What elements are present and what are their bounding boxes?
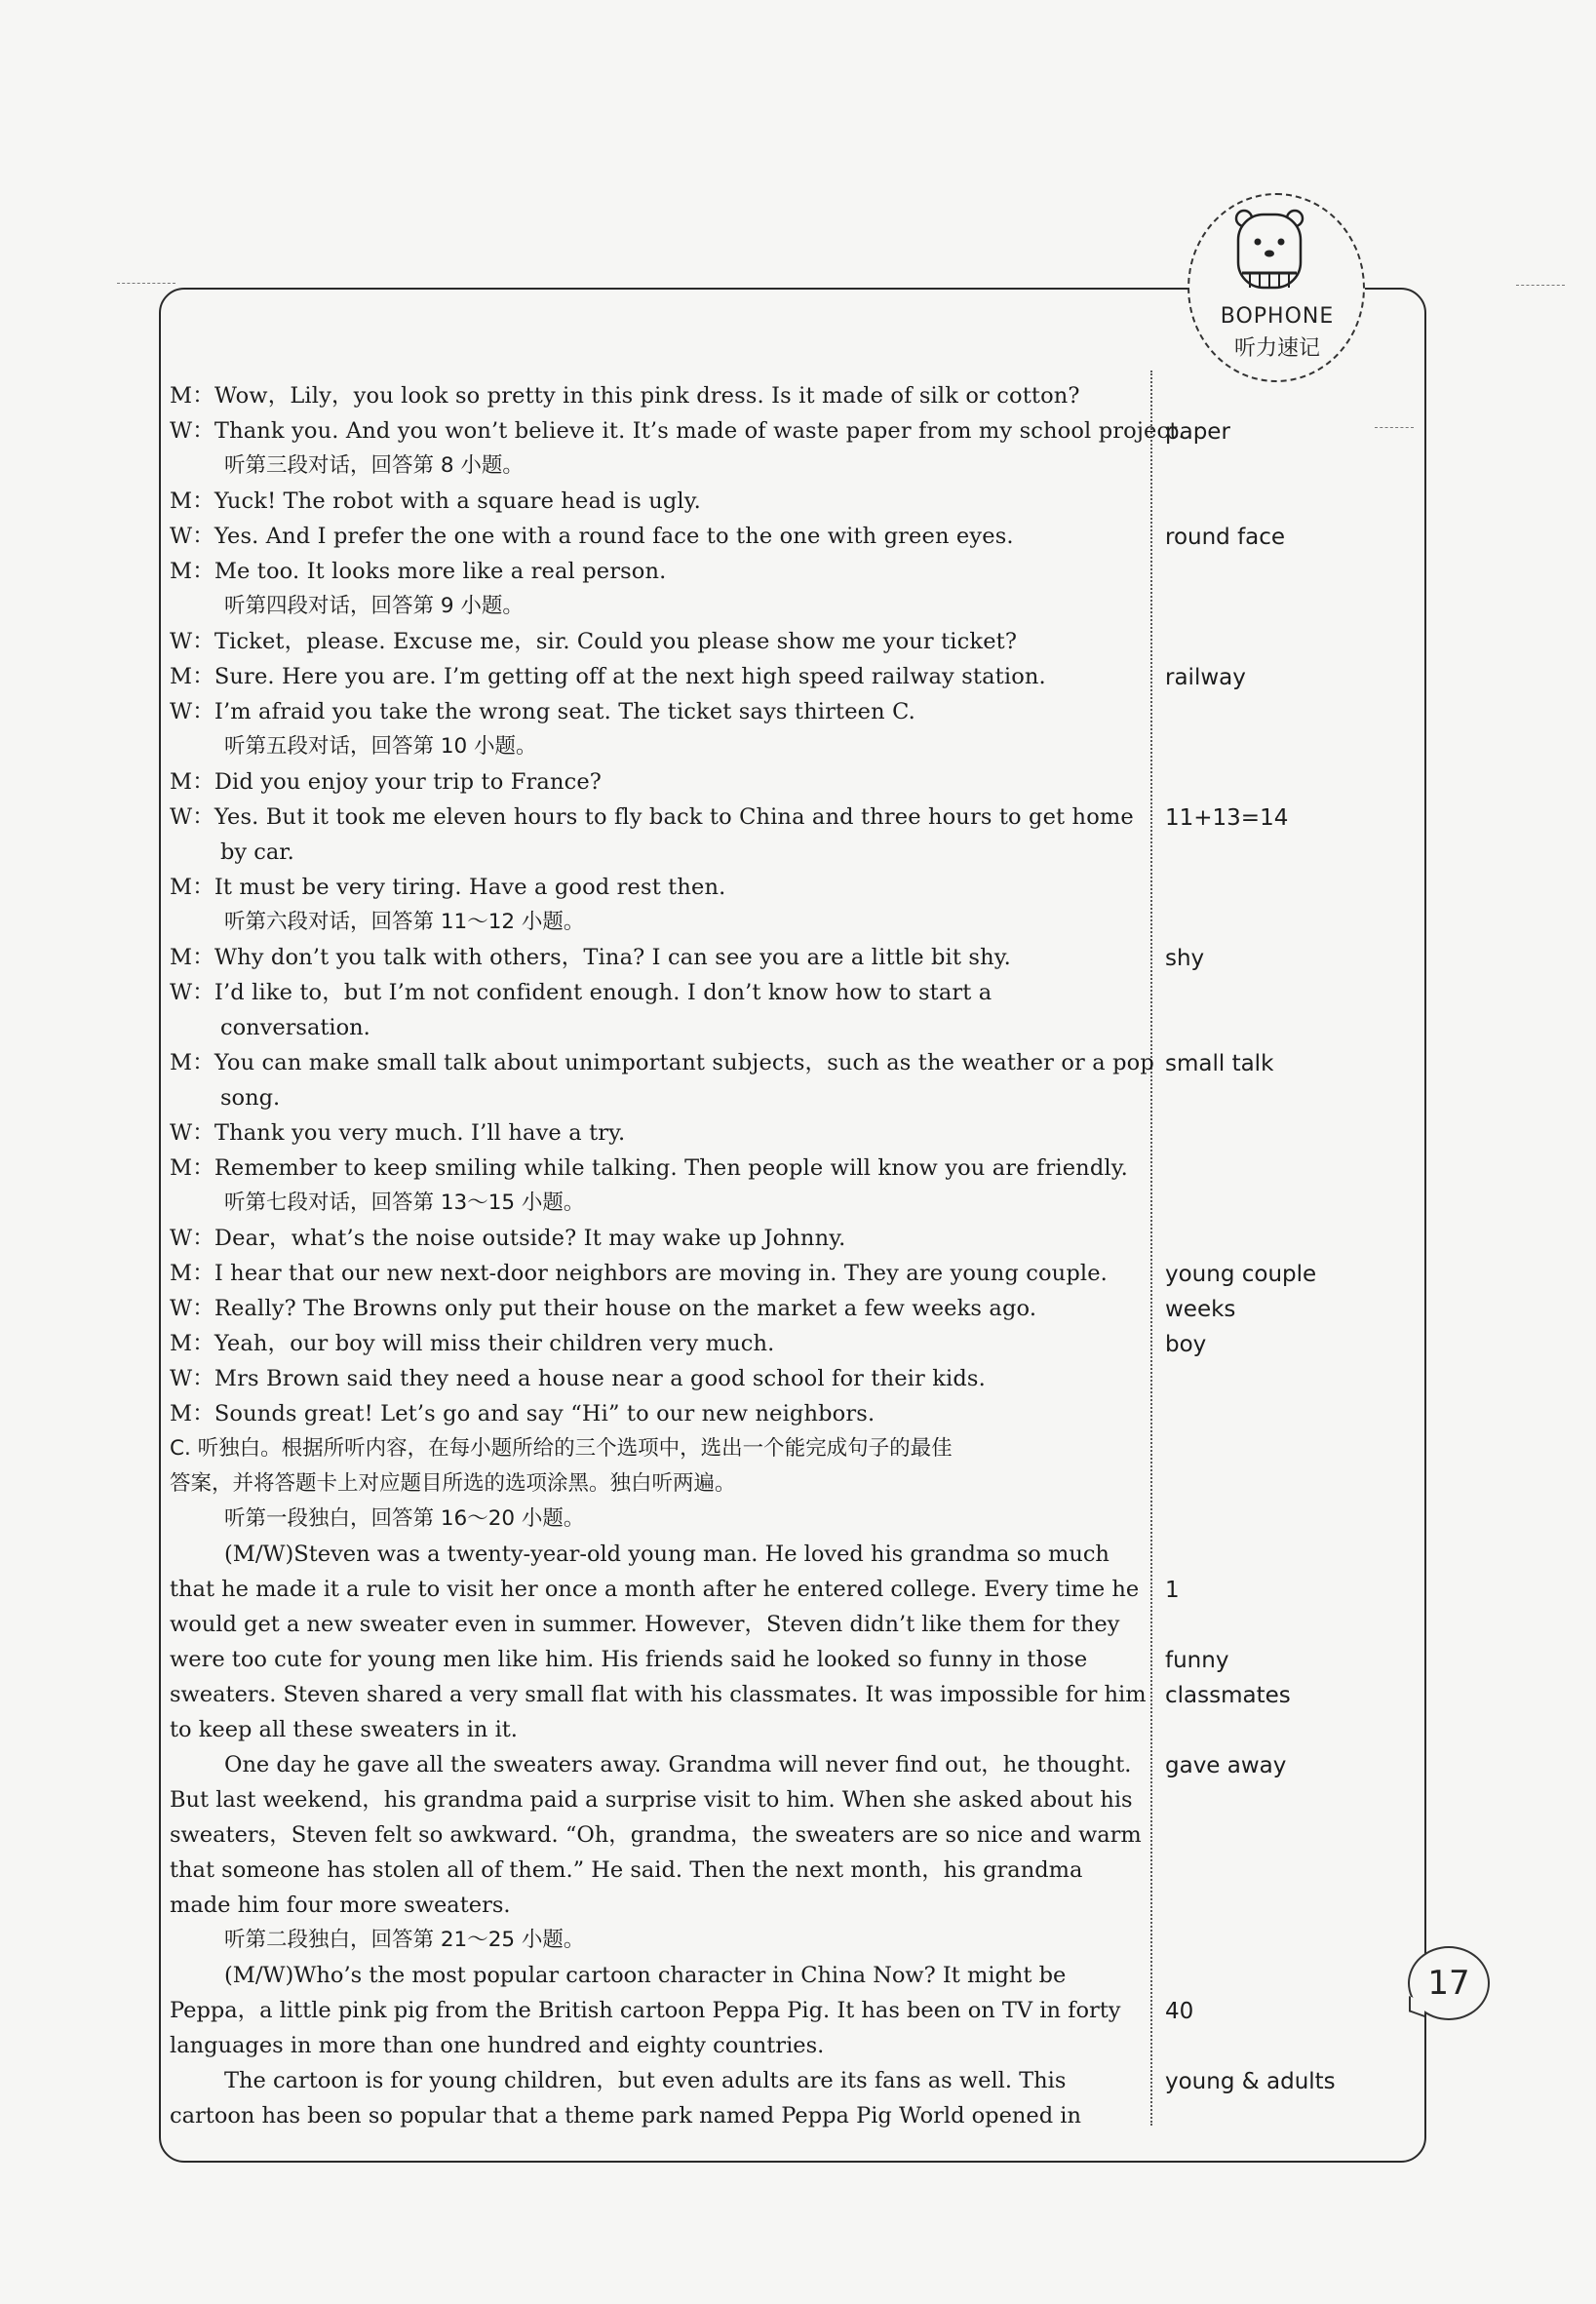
transcript-line: by car. xyxy=(220,840,294,865)
transcript-line: conversation. xyxy=(220,1015,370,1040)
transcript-line: W：Dear，what’s the noise outside? It may wake up Johnny. xyxy=(170,1226,846,1251)
transcript-line: W：Ticket，please. Excuse me，sir. Could you please show me your ticket? xyxy=(170,629,1018,654)
transcript-line: M：Did you enjoy your trip to France? xyxy=(170,769,603,795)
transcript-line: M：Yeah，our boy will miss their children very much. xyxy=(170,1331,775,1356)
answer-note: classmates xyxy=(1165,1683,1291,1708)
transcript-line: W：Really? The Browns only put their house on the market a few weeks ago. xyxy=(170,1296,1037,1321)
page-number: 17 xyxy=(1408,1946,1490,2020)
transcript-line: W：Yes. But it took me eleven hours to fly back to China and three hours to get home xyxy=(170,804,1134,830)
transcript-line: song. xyxy=(220,1085,281,1111)
transcript-line: W：I’m afraid you take the wrong seat. The ticket says thirteen C. xyxy=(170,699,915,724)
transcript-line: W：Mrs Brown said they need a house near a good school for their kids. xyxy=(170,1366,986,1391)
scan-mark xyxy=(117,283,175,284)
transcript-line: M：Me too. It looks more like a real person. xyxy=(170,559,667,584)
answer-note: young & adults xyxy=(1165,2069,1336,2094)
transcript-line: made him four more sweaters. xyxy=(170,1893,511,1918)
transcript-line: But last weekend，his grandma paid a surprise visit to him. When she asked about his xyxy=(170,1787,1133,1813)
transcript-line: M：Sure. Here you are. I’m getting off at the next high speed railway station. xyxy=(170,664,1046,689)
answer-note: round face xyxy=(1165,525,1286,550)
answer-note: gave away xyxy=(1165,1753,1287,1778)
section-instruction: 听第二段独白，回答第 21～25 小题。 xyxy=(224,1928,585,1952)
transcript-line: M：Remember to keep smiling while talking. Then people will know you are friendly. xyxy=(170,1155,1128,1181)
scan-mark xyxy=(1516,285,1565,286)
answer-note: 40 xyxy=(1165,1999,1194,2024)
transcript-line: W：I’d like to，but I’m not confident enough. I don’t know how to start a xyxy=(170,980,993,1005)
answer-note: 1 xyxy=(1165,1578,1180,1603)
transcript-line: One day he gave all the sweaters away. Grandma will never find out，he thought. xyxy=(224,1752,1132,1777)
transcript-line: The cartoon is for young children，but even adults are its fans as well. This xyxy=(224,2068,1067,2093)
answer-note: small talk xyxy=(1165,1051,1274,1076)
section-instruction: 听第五段对话，回答第 10 小题。 xyxy=(224,734,537,759)
transcript-line: M：You can make small talk about unimportant subjects，such as the weather or a pop xyxy=(170,1050,1154,1075)
transcript-line: M：Wow，Lily，you look so pretty in this pink dress. Is it made of silk or cotton? xyxy=(170,383,1080,409)
answer-note: 11+13=14 xyxy=(1165,805,1289,831)
logo-subtitle: 听力速记 xyxy=(1233,336,1320,361)
notes-column-divider xyxy=(1150,371,1152,2126)
transcript-line: W：Yes. And I prefer the one with a round face to the one with green eyes. xyxy=(170,524,1014,549)
section-instruction: 听第七段对话，回答第 13～15 小题。 xyxy=(224,1191,585,1215)
transcript-line: M：Yuck! The robot with a square head is ugly. xyxy=(170,488,701,514)
section-instruction: 听第六段对话，回答第 11～12 小题。 xyxy=(224,910,585,934)
transcript-line: would get a new sweater even in summer. However，Steven didn’t like them for they xyxy=(170,1612,1120,1637)
section-instruction: 答案，并将答题卡上对应题目所选的选项涂黑。独白听两遍。 xyxy=(170,1471,736,1496)
section-instruction: 听第三段对话，回答第 8 小题。 xyxy=(224,453,524,478)
answer-note: young couple xyxy=(1165,1262,1317,1287)
logo-brand: BOPHONE xyxy=(1220,304,1335,329)
transcript-line: M：I hear that our new next-door neighbors are moving in. They are young couple. xyxy=(170,1261,1108,1286)
transcript-line: M：Sounds great! Let’s go and say “Hi” to our new neighbors. xyxy=(170,1401,876,1426)
transcript-line: were too cute for young men like him. His friends said he looked so funny in those xyxy=(170,1647,1088,1672)
transcript-line: languages in more than one hundred and eighty countries. xyxy=(170,2033,825,2058)
transcript-line: that he made it a rule to visit her once a month after he entered college. Every time he xyxy=(170,1577,1140,1602)
answer-note: paper xyxy=(1165,419,1230,445)
bear-icon xyxy=(1230,205,1308,297)
answer-note: boy xyxy=(1165,1332,1207,1357)
transcript-line: to keep all these sweaters in it. xyxy=(170,1717,518,1742)
answer-note: shy xyxy=(1165,946,1205,971)
transcript-line: (M/W)Who’s the most popular cartoon character in China Now? It might be xyxy=(224,1963,1067,1988)
transcript-line: Peppa，a little pink pig from the British cartoon Peppa Pig. It has been on TV in forty xyxy=(170,1998,1121,2023)
answer-note: funny xyxy=(1165,1648,1229,1673)
transcript-line: W：Thank you very much. I’ll have a try. xyxy=(170,1120,626,1146)
transcript-line: M：Why don’t you talk with others，Tina? I can see you are a little bit shy. xyxy=(170,945,1011,970)
transcript-line: W：Thank you. And you won’t believe it. It’s made of waste paper from my school project. xyxy=(170,418,1186,444)
answer-note: railway xyxy=(1165,665,1246,690)
section-instruction: C. 听独白。根据所听内容，在每小题所给的三个选项中，选出一个能完成句子的最佳 xyxy=(170,1436,953,1461)
transcript-line: (M/W)Steven was a twenty-year-old young man. He loved his grandma so much xyxy=(224,1542,1109,1567)
transcript-line: cartoon has been so popular that a theme park named Peppa Pig World opened in xyxy=(170,2103,1081,2128)
transcript-line: M：It must be very tiring. Have a good rest then. xyxy=(170,875,726,900)
transcript-line: sweaters. Steven shared a very small flat with his classmates. It was impossible for him xyxy=(170,1682,1147,1707)
transcript-line: that someone has stolen all of them.” He said. Then the next month，his grandma xyxy=(170,1857,1083,1883)
section-instruction: 听第一段独白，回答第 16～20 小题。 xyxy=(224,1506,585,1531)
section-instruction: 听第四段对话，回答第 9 小题。 xyxy=(224,594,524,618)
answer-note: weeks xyxy=(1165,1297,1236,1322)
transcript-line: sweaters，Steven felt so awkward. “Oh，grandma，the sweaters are so nice and warm xyxy=(170,1822,1142,1848)
